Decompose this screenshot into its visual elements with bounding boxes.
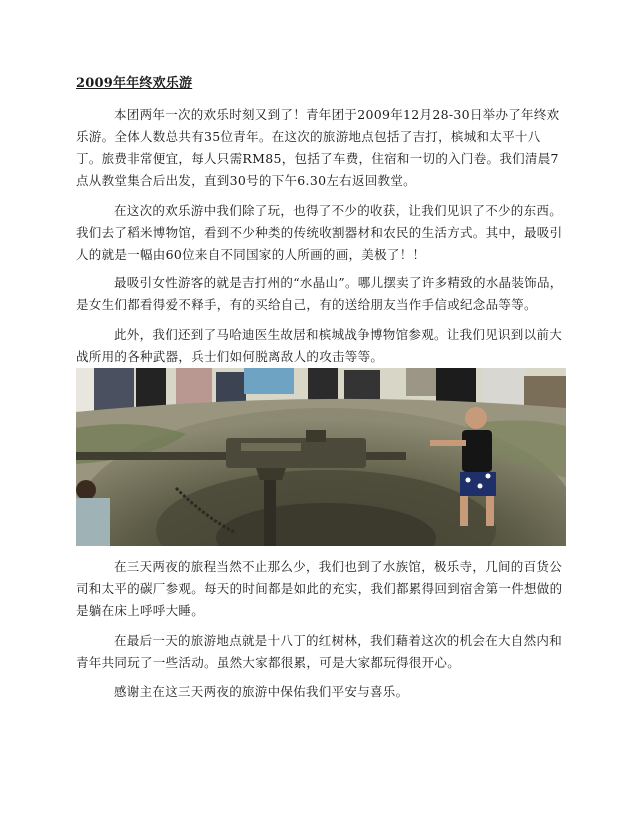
paragraph-museum: 在这次的欢乐游中我们除了玩，也得了不少的收获，让我们见识了不少的东西。我们去了稻米博物馆，看到不少种类的传统收割器材和农民的生活方式。其中，最吸引人的就是一幅由60位来自不同国家的人所画的画，美极了！！ bbox=[76, 203, 563, 262]
paragraph-crystal-hill: 最吸引女性游客的就是吉打州的“水晶山”。哪儿摆卖了许多精致的水晶装饰品，是女生们都看得爱不释手，有的买给自己，有的送给朋友当作手信或纪念品等等。 bbox=[76, 275, 563, 312]
paragraph-war-museum: 此外，我们还到了马哈迪医生故居和槟城战争博物馆参观。让我们见识到以前大战所用的各种武器，兵士们如何脱离敌人的攻击等等。 bbox=[76, 327, 563, 364]
paragraph-thanks: 感谢主在这三天两夜的旅游中保佑我们平安与喜乐。 bbox=[114, 684, 409, 699]
paragraph-mangrove: 在最后一天的旅游地点就是十八丁的红树林，我们藉着这次的机会在大自然内和青年共同玩了一些活动。虽然大家都很累，可是大家都玩得很开心。 bbox=[76, 633, 563, 670]
paragraph-other-attractions: 在三天两夜的旅程当然不止那么少，我们也到了水族馆，极乐寺，几间的百货公司和太平的碳厂参观。每天的时间都是如此的充实，我们都累得回到宿舍第一件想做的是躺在床上呼呼大睡。 bbox=[76, 559, 563, 618]
document-title: 2009年年终欢乐游 bbox=[76, 76, 193, 91]
trip-photo bbox=[76, 368, 566, 546]
photo-war-museum-machine-gun bbox=[76, 368, 566, 546]
paragraph-intro: 本团两年一次的欢乐时刻又到了！青年团于2009年12月28-30日举办了年终欢乐游。全体人数总共有35位青年。在这次的旅游地点包括了吉打，槟城和太平十八丁。旅费非常便宜，每人只需RM85，包括了车费，住宿和一切的入门卷。我们清晨7点从教堂集合后出发，直到30号的下午6.30左右返回教堂。 bbox=[76, 107, 560, 188]
